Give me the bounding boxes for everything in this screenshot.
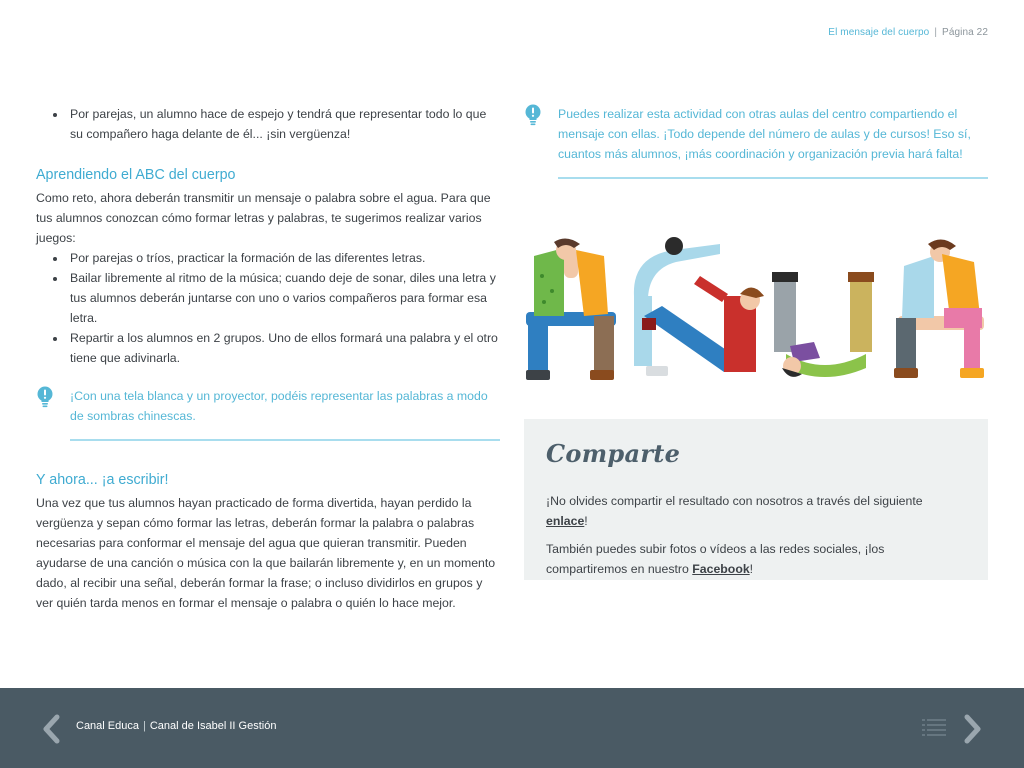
abc-bullet-list xyxy=(36,248,500,368)
footer-brand: Canal Educa xyxy=(76,720,139,732)
running-header xyxy=(828,27,988,38)
write-paragraph: Una vez que tus alumnos hayan practicado de forma divertida, hayan perdido la vergüenza y sepan cómo formar las letras, deberán formar la palabra o palabras necesarias para conformar el mensaje del agua que quieran transmitir. Pueden ayudarse de una canción o música con la que bailarán libremente y, en un momento dado, al recibir una señal, deberán formar la frase; o incluso dividirlos en grupos y ver quién tarda menos en formar el mensaje o palabra o quién lo hace mejor. xyxy=(36,496,496,610)
page-number: Página 22 xyxy=(942,27,988,38)
share-paragraph-link xyxy=(546,491,966,531)
abc-section xyxy=(36,165,500,368)
tip-text: ¡Con una tela blanca y un proyector, podéis representar las palabras a modo de sombras chinescas. xyxy=(70,389,488,423)
letter-a-figure-left xyxy=(526,238,616,380)
share-box xyxy=(524,419,988,580)
share-text: También puedes subir fotos o vídeos a las redes sociales, ¡los compartiremos en nuestro xyxy=(546,542,885,576)
letter-g-figure xyxy=(634,237,764,376)
left-column xyxy=(36,104,500,613)
write-section xyxy=(36,470,500,613)
list-item: Por parejas, un alumno hace de espejo y tendrá que representar todo lo que su compañero haga delante de él... ¡sin vergüenza! xyxy=(36,104,500,144)
abc-heading: Aprendiendo el ABC del cuerpo xyxy=(36,167,236,183)
tip-divider xyxy=(558,177,988,179)
list-menu-icon[interactable] xyxy=(922,718,946,738)
footer-bar xyxy=(0,688,1024,768)
footer-separator: | xyxy=(143,720,146,732)
agua-people-illustration xyxy=(524,236,990,384)
share-paragraph-social xyxy=(546,539,966,579)
footer-credits xyxy=(76,720,276,732)
abc-paragraph: Como reto, ahora deberán transmitir un mensaje o palabra sobre el agua. Para que tus alumnos conozcan cómo formar letras y palabras, te sugerimos realizar varios juegos: xyxy=(36,191,491,245)
share-title: Comparte xyxy=(546,439,681,468)
list-item: Repartir a los alumnos en 2 grupos. Uno de ellos formará una palabra y el otro tiene que adivinarla. xyxy=(36,328,500,368)
right-column xyxy=(524,104,988,179)
list-item: Por parejas o tríos, practicar la formación de las diferentes letras. xyxy=(36,248,500,268)
header-separator: | xyxy=(934,27,938,38)
share-link[interactable]: enlace xyxy=(546,514,585,528)
tip-divider xyxy=(70,439,500,441)
tip-callout-left xyxy=(36,386,500,426)
letter-u-figure xyxy=(772,272,874,377)
section-title: El mensaje del cuerpo xyxy=(828,27,930,38)
letter-a-figure-right xyxy=(894,239,984,378)
facebook-link[interactable]: Facebook xyxy=(692,562,750,576)
chevron-right-icon[interactable] xyxy=(962,714,984,744)
tip-callout-right xyxy=(524,104,988,164)
lightbulb-icon xyxy=(36,386,54,408)
write-heading: Y ahora... ¡a escribir! xyxy=(36,472,169,488)
share-text: ! xyxy=(749,562,754,576)
chevron-left-icon[interactable] xyxy=(40,714,62,744)
tip-text: Puedes realizar esta actividad con otras aulas del centro compartiendo el mensaje con ellas. ¡Todo depende del número de aulas y de cursos! Eso sí, cuantos más alumnos, ¡más coordinación y organización previa hará falta! xyxy=(558,107,971,161)
lightbulb-icon xyxy=(524,104,542,126)
intro-bullet-list xyxy=(36,104,500,144)
share-text: ! xyxy=(584,514,588,528)
footer-org: Canal de Isabel II Gestión xyxy=(149,720,277,732)
share-text: ¡No olvides compartir el resultado con nosotros a través del siguiente xyxy=(546,494,923,508)
list-item: Bailar libremente al ritmo de la música; cuando deje de sonar, diles una letra y tus alumnos deberán juntarse con uno o varios compañeros para formar esa letra. xyxy=(36,268,500,328)
